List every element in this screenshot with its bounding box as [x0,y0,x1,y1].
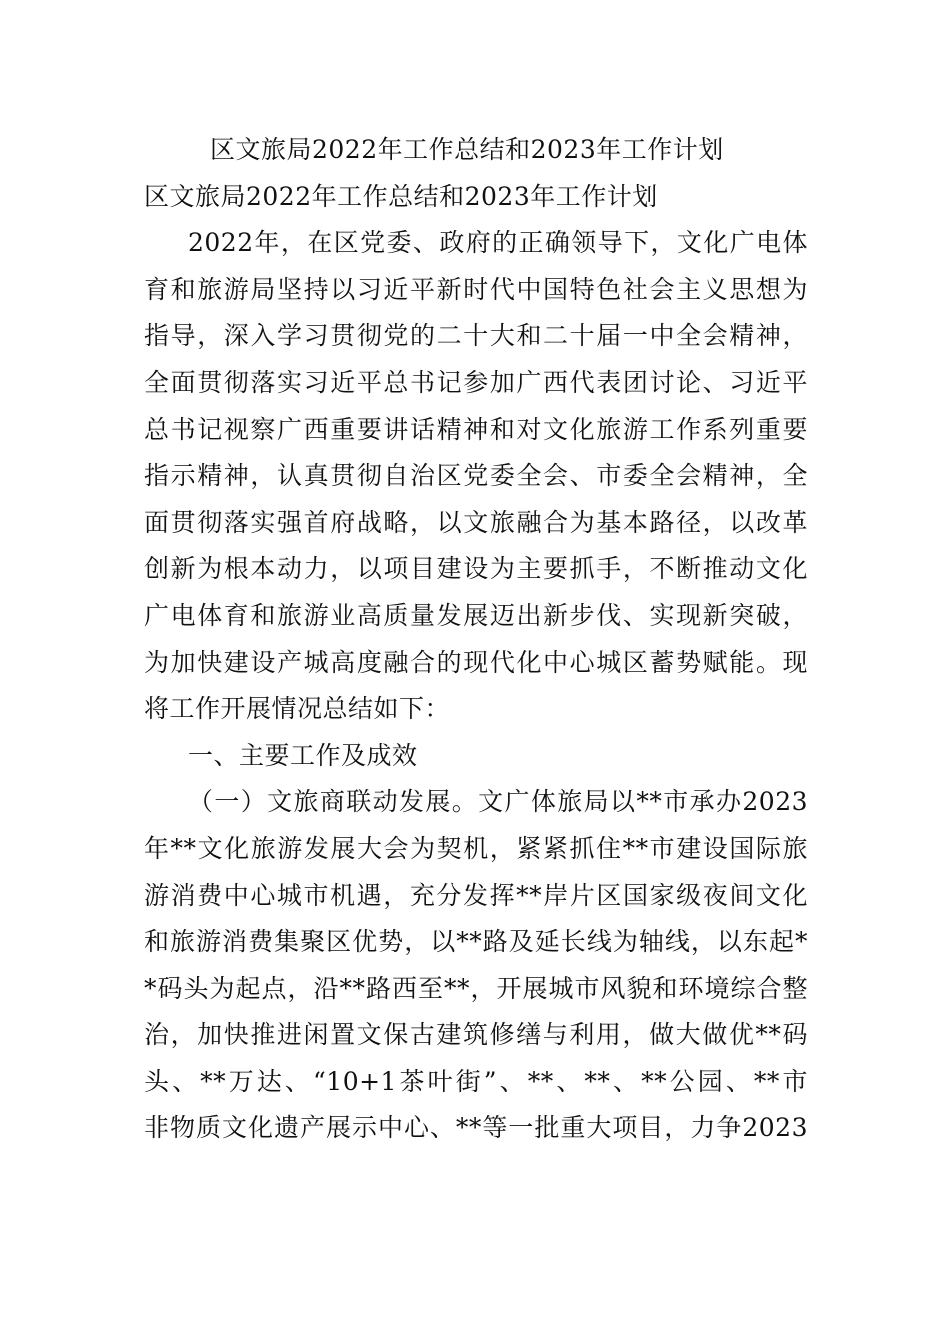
paragraph-line: 游消费中心城市机遇，充分发挥**岸片区国家级夜间文化 [144,880,808,910]
paragraph-line: 年**文化旅游发展大会为契机，紧紧抓住**市建设国际旅 [144,833,808,863]
paragraph-section1 [144,779,808,1152]
paragraph-line: 头、**万达、“10+1茶叶街”、**、**、**公园、**市 [144,1066,808,1096]
paragraph-line: 2022年，在区党委、政府的正确领导下，文化广电体 [188,228,808,258]
paragraph-intro [144,220,808,733]
paragraph-line: 将工作开展情况总结如下： [144,694,451,724]
paragraph-line: 面贯彻落实强首府战略，以文旅融合为基本路径，以改革 [144,507,808,537]
paragraph-line: （一）文旅商联动发展。文广体旅局以**市承办2023 [188,787,808,817]
paragraph-line: 育和旅游局坚持以习近平新时代中国特色社会主义思想为 [144,274,808,304]
paragraph-line: 全面贯彻落实习近平总书记参加广西代表团讨论、习近平 [144,367,808,397]
section-heading: 一、主要工作及成效 [188,740,418,770]
document-body [144,127,808,1152]
paragraph-line: *码头为起点，沿**路西至**，开展城市风貌和环境综合整 [144,973,808,1003]
paragraph-line: 总书记视察广西重要讲话精神和对文化旅游工作系列重要 [144,414,808,444]
paragraph-line: 治，加快推进闲置文保古建筑修缮与利用，做大做优**码 [144,1020,808,1050]
document-subtitle: 区文旅局2022年工作总结和2023年工作计划 [144,181,658,211]
document-title: 区文旅局2022年工作总结和2023年工作计划 [210,135,724,164]
paragraph-line: 指导，深入学习贯彻党的二十大和二十届一中全会精神， [144,321,808,351]
paragraph-line: 创新为根本动力，以项目建设为主要抓手，不断推动文化 [144,554,808,584]
paragraph-line: 非物质文化遗产展示中心、**等一批重大项目，力争2023 [144,1113,808,1143]
paragraph-line: 为加快建设产城高度融合的现代化中心城区蓄势赋能。现 [144,647,808,677]
paragraph-line: 广电体育和旅游业高质量发展迈出新步伐、实现新突破， [144,600,808,630]
paragraph-line: 指示精神，认真贯彻自治区党委全会、市委全会精神，全 [144,461,808,491]
paragraph-line: 和旅游消费集聚区优势，以**路及延长线为轴线，以东起* [144,927,808,957]
